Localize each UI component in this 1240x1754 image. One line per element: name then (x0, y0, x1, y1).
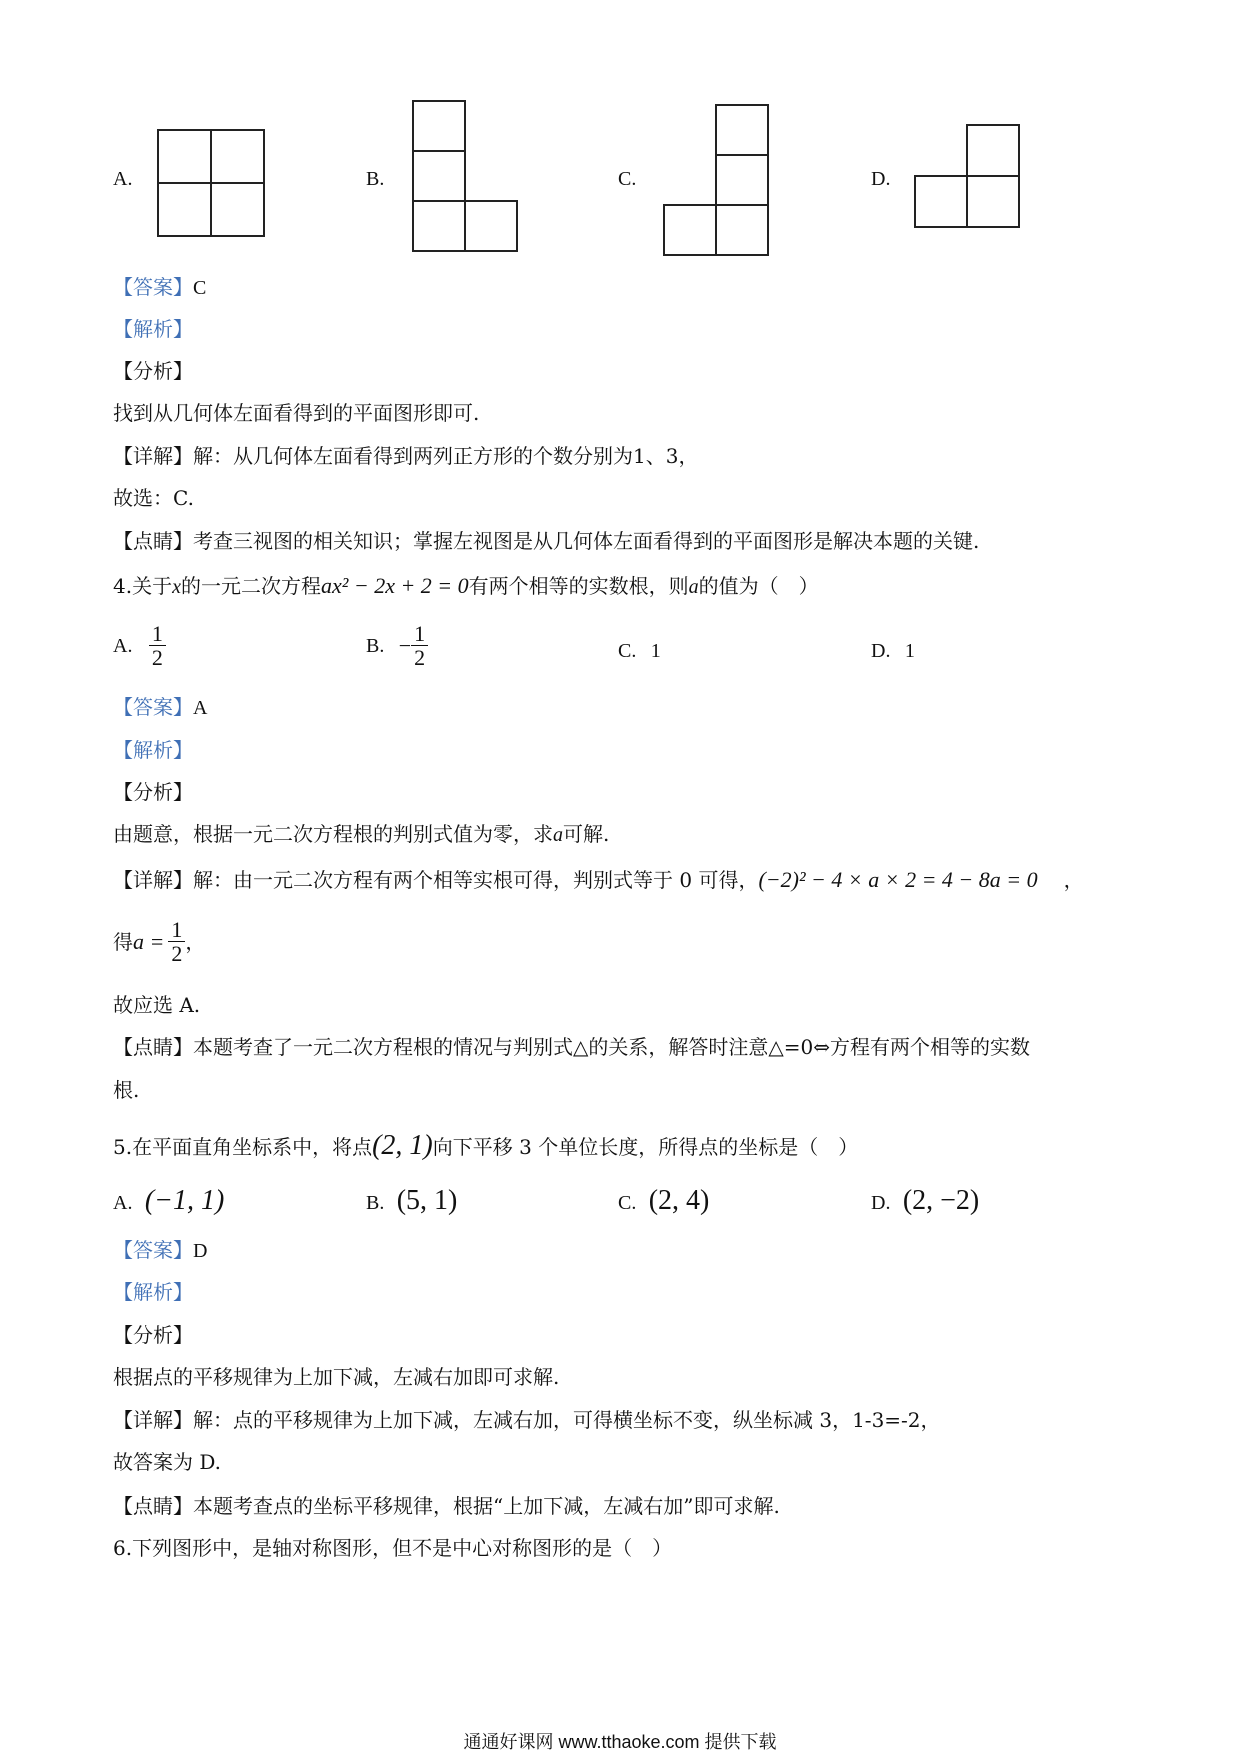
q4-answer-line (113, 697, 207, 718)
fraction: $\frac{1}{2}$ (149, 622, 166, 670)
answer-value: D (193, 1240, 208, 1262)
q4-conclusion: 故应选 A. (113, 993, 201, 1017)
q5-stem-pre: 5.在平面直角坐标系中，将点 (113, 1135, 373, 1159)
q4-dianjing-line (113, 1037, 1030, 1057)
dianjing-text: 本题考查点的坐标平移规律，根据“上加下减，左减右加”即可求解. (193, 1494, 780, 1518)
q5-fenxi-tag: 【分析】 (113, 1323, 193, 1347)
q4-option-b (366, 622, 428, 670)
option-label: C. (618, 1192, 637, 1214)
q3-dianjing-line (113, 531, 979, 551)
answer-tag: 【答案】 (113, 1238, 193, 1262)
q3-conclusion: 故选：C. (113, 486, 194, 510)
figure-option-c-label: C. (618, 168, 637, 190)
q4-dianjing-line2: 根. (113, 1078, 140, 1102)
xiangjie-text: 解：由一元二次方程有两个相等实根可得，判别式等于 0 可得， (193, 868, 759, 892)
option-label: B. (366, 1192, 385, 1214)
q4-fenxi-line (113, 824, 609, 845)
dianjing-text: 考查三视图的相关知识；掌握左视图是从几何体左面看得到的平面图形是解决本题的关键. (193, 529, 980, 553)
xiangjie-tag: 【详解】 (113, 868, 193, 892)
xiangjie-tag: 【详解】 (113, 1408, 193, 1432)
q4-option-c (618, 640, 661, 661)
option-value: (−1, 1) (144, 1185, 225, 1216)
q5-fenxi-text: 根据点的平移规律为上加下减，左减右加即可求解. (113, 1365, 560, 1389)
xiangjie-end: ， (1063, 868, 1084, 892)
xiangjie-text: 解：点的平移规律为上加下减，左减右加，可得横坐标不变，纵坐标减 3，1-3=-2， (193, 1408, 941, 1432)
xiangjie-text: 解：从几何体左面看得到两列正方形的个数分别为1、3， (193, 444, 699, 468)
answer-value: A (193, 697, 208, 719)
answer-tag: 【答案】 (113, 695, 193, 719)
q4-stem-pre: 4.关于 (113, 574, 173, 598)
fenxi-pre: 由题意，根据一元二次方程根的判别式值为零，求 (113, 822, 553, 846)
dianjing-tag: 【点睛】 (113, 529, 193, 553)
q5-option-c (618, 1187, 709, 1215)
q4-stem-a: a (688, 576, 699, 598)
q5-point: (2, 1) (372, 1130, 433, 1161)
option-value: 1 (904, 640, 915, 662)
q5-xiangjie-line (113, 1410, 941, 1430)
result-post: ， (185, 930, 206, 955)
option-label: C. (618, 640, 637, 662)
option-label: A. (113, 635, 133, 658)
q5-option-a (113, 1187, 224, 1215)
q4-option-a (113, 622, 166, 670)
q3-xiangjie-line (113, 446, 698, 466)
q5-dianjing-line (113, 1496, 780, 1516)
q4-equation: ax² − 2x + 2 = 0 (320, 573, 469, 598)
fenxi-post: 可解. (563, 822, 610, 846)
figure-option-b-label: B. (366, 168, 385, 190)
fenxi-a: a (553, 824, 563, 846)
q5-stem-post: 向下平移 3 个单位长度，所得点的坐标是（ ） (432, 1135, 859, 1159)
option-value: 1 (650, 640, 661, 662)
xiangjie-tag: 【详解】 (113, 444, 193, 468)
option-value: (5, 1) (396, 1185, 458, 1216)
minus-sign: − (398, 633, 412, 659)
result-a: a = (133, 929, 165, 955)
q4-stem-mid2: 有两个相等的实数根，则 (468, 574, 689, 598)
result-pre: 得 (113, 930, 133, 955)
q6-stem: 6.下列图形中，是轴对称图形，但不是中心对称图形的是（ ） (113, 1536, 673, 1560)
dianjing-text: 本题考查了一元二次方程根的情况与判别式△的关系，解答时注意△=0⇔方程有两个相等的实数 (193, 1035, 1031, 1059)
fraction: $\frac{1}{2}$ (411, 622, 428, 670)
dianjing-tag: 【点睛】 (113, 1494, 193, 1518)
q4-option-d (871, 640, 915, 661)
q4-fenxi-tag: 【分析】 (113, 780, 193, 804)
q5-conclusion: 故答案为 D. (113, 1450, 222, 1474)
q3-fenxi-text: 找到从几何体左面看得到的平面图形即可. (113, 401, 480, 425)
q4-result-line (113, 918, 205, 966)
option-label: A. (113, 1192, 133, 1214)
page-footer: 通通好课网 www.tthaoke.com 提供下载 (463, 1732, 777, 1752)
option-label: D. (871, 640, 891, 662)
figure-option-a-label: A. (113, 168, 133, 190)
xiangjie-equation: (−2)² − 4 × a × 2 = 4 − 8a = 0 (758, 867, 1038, 892)
dianjing-tag: 【点睛】 (113, 1035, 193, 1059)
option-value: (2, −2) (902, 1185, 980, 1216)
q3-answer-line (113, 277, 206, 298)
figure-option-d-label: D. (871, 168, 891, 190)
option-value: (2, 4) (648, 1185, 710, 1216)
q5-option-d (871, 1187, 979, 1215)
q4-stem-post: 的值为（ ） (698, 574, 819, 598)
q4-jiexi-tag: 【解析】 (113, 738, 193, 762)
option-label: D. (871, 1192, 891, 1214)
answer-tag: 【答案】 (113, 275, 193, 299)
q4-stem-mid: 的一元二次方程 (180, 574, 321, 598)
q5-stem (113, 1132, 858, 1160)
q5-answer-line (113, 1240, 207, 1261)
q4-xiangjie-line (113, 869, 1084, 891)
q4-stem (113, 575, 819, 597)
q3-fenxi-tag: 【分析】 (113, 359, 193, 383)
q4-stem-x: x (172, 576, 181, 598)
option-label: B. (366, 635, 385, 658)
q5-option-b (366, 1187, 457, 1215)
q5-jiexi-tag: 【解析】 (113, 1280, 193, 1304)
result-fraction: $\frac{1}{2}$ (168, 918, 185, 966)
answer-value: C (193, 277, 207, 299)
q3-jiexi-tag: 【解析】 (113, 317, 193, 341)
